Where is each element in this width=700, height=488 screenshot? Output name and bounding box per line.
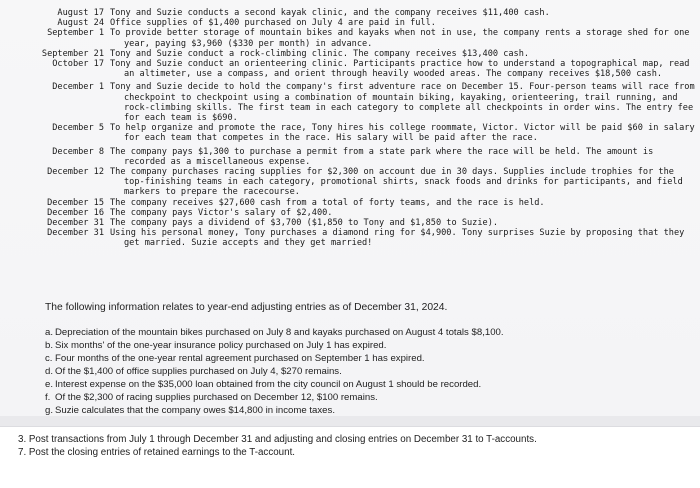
- transaction-row: [6, 198, 696, 208]
- transaction-text: Tony and Suzie decide to hold the company's first adventure race on December 15. Four-person teams will race from checkpoint to checkpoint using a combination of mountain biking, kayaking, orienteering, trail running, and rock-climbing skills. The first team in each category to complete all checkpoints in order wins. The entry fee for each team is $690.: [110, 82, 695, 124]
- transaction-text: Using his personal money, Tony purchases a diamond ring for $4,900. Tony surprises Suzie by proposing that they get married. Suzie accepts and they get married!: [110, 228, 685, 249]
- transaction-date: December 31: [47, 228, 104, 239]
- transaction-text: To help organize and promote the race, Tony hires his college roommate, Victor. Victor will be paid $60 in salary for each team that competes in the race. His salary will be paid after the race.: [110, 123, 695, 144]
- adjusting-item-text: Of the $1,400 of office supplies purchased on July 4, $270 remains.: [55, 366, 342, 377]
- transaction-text: Tony and Suzie conducts a second kayak clinic, and the company receives $11,400 cash.: [110, 8, 550, 18]
- adjusting-item: [45, 365, 504, 378]
- transaction-date: August 24: [57, 18, 104, 29]
- section-divider: [0, 416, 700, 426]
- adjusting-item-text: Six months' of the one-year insurance policy purchased on July 1 has expired.: [55, 340, 387, 351]
- adjusting-item-text: Of the $2,300 of racing supplies purchased on December 12, $100 remains.: [55, 392, 378, 403]
- transaction-date: September 21: [41, 48, 104, 59]
- transaction-date: December 12: [47, 167, 104, 178]
- transaction-text: The company pays a dividend of $3,700 ($1,850 to Tony and $1,850 to Suzie).: [110, 218, 499, 229]
- transaction-row: [6, 59, 696, 79]
- adjusting-item-letter: e.: [45, 379, 54, 390]
- transaction-date: October 17: [52, 59, 104, 70]
- transaction-date: December 16: [47, 207, 104, 218]
- transaction-date: December 5: [52, 123, 104, 134]
- transaction-row: [6, 82, 696, 123]
- transaction-date: December 1: [52, 82, 104, 93]
- transaction-date: December 15: [47, 197, 104, 208]
- adjusting-item-letter: a.: [45, 327, 54, 338]
- transaction-row: [6, 28, 696, 48]
- transaction-row: [6, 8, 696, 18]
- question-7: 7. Post the closing entries of retained earnings to the T-account.: [18, 447, 296, 458]
- transaction-row: [6, 18, 696, 28]
- question-3: 3. Post transactions from July 1 through December 31 and adjusting and closing entries on December 31 to T-accounts.: [18, 434, 537, 445]
- questions-panel: [0, 427, 700, 488]
- transaction-text: The company pays Victor's salary of $2,400.: [110, 207, 333, 218]
- transaction-text: Office supplies of $1,400 purchased on July 4 are paid in full.: [110, 18, 436, 29]
- adjusting-intro: The following information relates to year-end adjusting entries as of December 31, 2024.: [45, 302, 448, 313]
- transaction-date: August 17: [57, 8, 104, 18]
- transaction-text: The company purchases racing supplies for $2,300 on account due in 30 days. Supplies include trophies for the top-finishing teams in each category, promotional shirts, snack foods and drinks for participants, and field markers to prepare the racecourse.: [110, 167, 683, 198]
- transaction-row: [6, 147, 696, 167]
- transaction-row: [6, 218, 696, 228]
- adjusting-item-text: Suzie calculates that the company owes $14,800 in income taxes.: [55, 405, 335, 416]
- adjusting-item-letter: f.: [45, 392, 51, 403]
- adjusting-item: [45, 378, 504, 391]
- transaction-text: The company receives $27,600 cash from a total of forty teams, and the race is held.: [110, 197, 545, 208]
- adjusting-item-text: Four months of the one-year rental agreement purchased on September 1 has expired.: [55, 353, 425, 364]
- transaction-list: [6, 8, 696, 249]
- adjusting-entries-list: [45, 326, 504, 417]
- transaction-date: December 8: [52, 146, 104, 157]
- transaction-date: September 1: [47, 28, 104, 39]
- transaction-row: [6, 49, 696, 59]
- adjusting-item-text: Depreciation of the mountain bikes purchased on July 8 and kayaks purchased on August 4 totals $8,100.: [55, 327, 504, 338]
- adjusting-item: [45, 326, 504, 339]
- transaction-text: The company pays $1,300 to purchase a permit from a state park where the race will be held. The amount is recorded as a miscellaneous expense.: [110, 146, 654, 167]
- adjusting-item-letter: b.: [45, 340, 54, 351]
- transaction-text: Tony and Suzie conduct an orienteering clinic. Participants practice how to understand a topographical map, read an altimeter, use a compass, and orient through heavily wooded areas. The company receives $18,500 cash.: [110, 59, 690, 80]
- transaction-row: [6, 228, 696, 248]
- transaction-text: Tony and Suzie conduct a rock-climbing clinic. The company receives $13,400 cash.: [110, 48, 530, 59]
- transaction-date: December 31: [47, 218, 104, 229]
- transaction-row: [6, 208, 696, 218]
- transaction-row: [6, 123, 696, 143]
- adjusting-item-letter: g.: [45, 405, 54, 416]
- transaction-text: To provide better storage of mountain bikes and kayaks when not in use, the company rents a storage shed for one year, paying $3,960 ($330 per month) in advance.: [110, 28, 690, 49]
- adjusting-item: [45, 352, 504, 365]
- adjusting-item-letter: c.: [45, 353, 53, 364]
- adjusting-item-letter: d.: [45, 366, 54, 377]
- adjusting-item: [45, 391, 504, 404]
- transaction-row: [6, 167, 696, 198]
- adjusting-item-text: Interest expense on the $35,000 loan obtained from the city council on August 1 should be recorded.: [55, 379, 482, 390]
- adjusting-item: [45, 339, 504, 352]
